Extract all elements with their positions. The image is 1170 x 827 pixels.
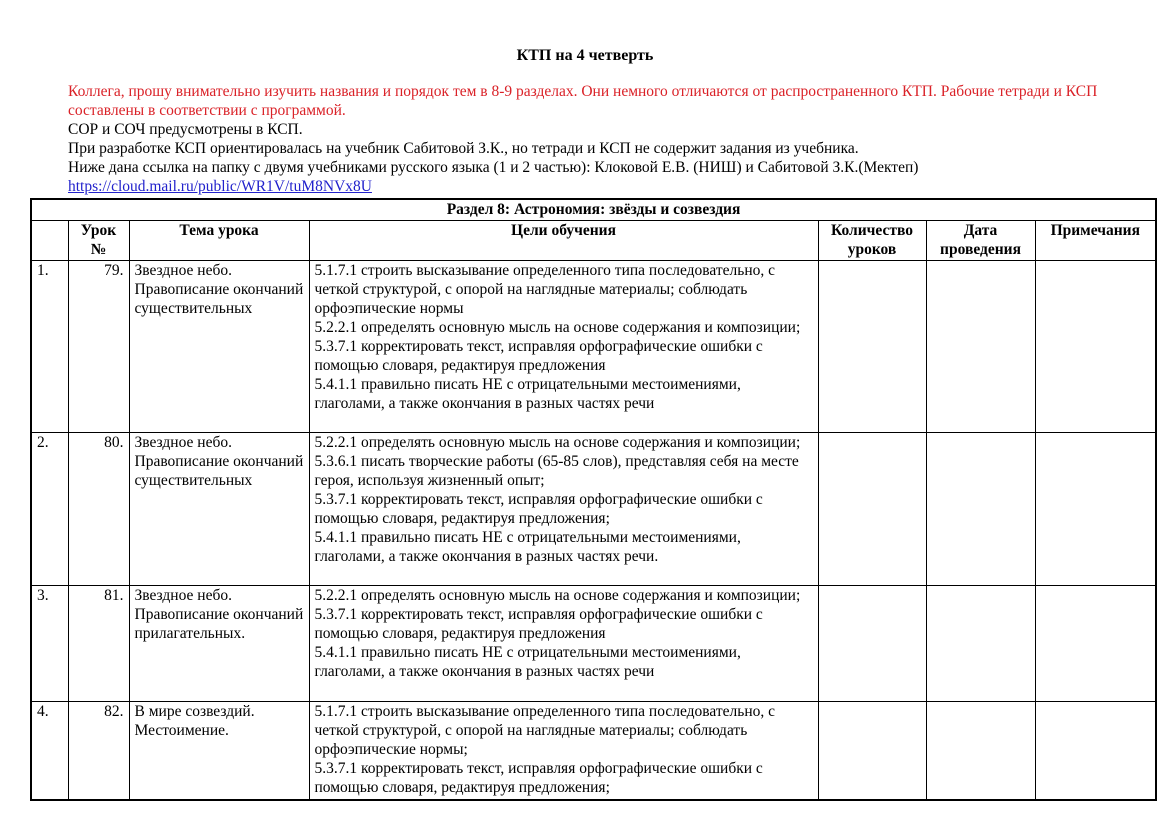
cell-lesson-num: 79. (68, 261, 129, 433)
cell-objectives (309, 261, 818, 433)
note-ksp-textbook: При разработке КСП ориентировалась на учебник Сабитовой З.К., но тетради и КСП не содержит задания из учебника. (68, 140, 859, 157)
section-title: Раздел 8: Астрономия: звёзды и созвездия (31, 199, 1156, 221)
cell-lesson-count (818, 433, 926, 586)
header-notes: Примечания (1035, 221, 1156, 261)
objective-item: 5.3.7.1 корректировать текст, исправляя орфографические ошибки с помощью словаря, редактируя предложения (314, 338, 763, 374)
cell-objectives (309, 702, 818, 800)
table-row (31, 702, 1156, 800)
objective-item: 5.2.2.1 определять основную мысль на основе содержания и композиции; (314, 434, 801, 451)
section-header-row (31, 199, 1156, 221)
objective-item: 5.2.2.1 определять основную мысль на основе содержания и композиции; (314, 587, 801, 604)
objective-item: 5.4.1.1 правильно писать НЕ с отрицательными местоимениями, глаголами, а также окончания в разных частях речи (314, 644, 741, 680)
header-row-num (31, 221, 68, 261)
header-lesson-count: Количество уроков (818, 221, 926, 261)
cell-notes (1035, 261, 1156, 433)
cell-row-num: 1. (31, 261, 68, 433)
header-objectives: Цели обучения (309, 221, 818, 261)
cell-date (926, 702, 1035, 800)
cell-row-num: 4. (31, 702, 68, 800)
cell-topic: Звездное небо. Правописание окончаний существительных (129, 433, 309, 586)
header-lesson-num: Урок № (68, 221, 129, 261)
objective-item: 5.1.7.1 строить высказывание определенного типа последовательно, с четкой структурой, с опорой на наглядные материалы; соблюдать орфоэпические нормы (314, 262, 776, 317)
column-header-row (31, 221, 1156, 261)
objective-item: 5.3.7.1 корректировать текст, исправляя орфографические ошибки с помощью словаря, редактируя предложения; (314, 760, 763, 796)
cell-notes (1035, 586, 1156, 702)
objective-item: 5.4.1.1 правильно писать НЕ с отрицательными местоимениями, глаголами, а также окончания в разных частях речи (314, 376, 741, 412)
header-topic: Тема урока (129, 221, 309, 261)
intro-note-red: Коллега, прошу внимательно изучить названия и порядок тем в 8-9 разделах. Они немного отличаются от распространенного КТП. Рабочие тетради и КСП составлены в соответствии с программой. (68, 83, 1098, 119)
cell-lesson-count (818, 702, 926, 800)
cell-lesson-num: 81. (68, 586, 129, 702)
ktp-table (30, 198, 1157, 801)
table-row (31, 433, 1156, 586)
cell-topic: Звездное небо. Правописание окончаний существительных (129, 261, 309, 433)
objective-item: 5.3.7.1 корректировать текст, исправляя орфографические ошибки с помощью словаря, редактируя предложения; (314, 491, 763, 527)
note-sor-soch: СОР и СОЧ предусмотрены в КСП. (68, 121, 303, 138)
note-link-description: Ниже дана ссылка на папку с двумя учебниками русского языка (1 и 2 частью): Клоковой Е.В. (НИШ) и Сабитовой З.К.(Мектеп) (68, 159, 919, 176)
objective-item: 5.4.1.1 правильно писать НЕ с отрицательными местоимениями, глаголами, а также окончания в разных частях речи. (314, 529, 741, 565)
cloud-mail-link[interactable]: https://cloud.mail.ru/public/WR1V/tuM8NVx8U (68, 178, 372, 195)
objective-item: 5.3.6.1 писать творческие работы (65-85 слов), представляя себя на месте героя, используя жизненный опыт; (314, 453, 799, 489)
cell-row-num: 3. (31, 586, 68, 702)
header-date: Дата проведения (926, 221, 1035, 261)
cell-topic: В мире созвездий. Местоимение. (129, 702, 309, 800)
cell-lesson-count (818, 586, 926, 702)
cell-topic: Звездное небо. Правописание окончаний прилагательных. (129, 586, 309, 702)
cell-date (926, 433, 1035, 586)
objective-item: 5.1.7.1 строить высказывание определенного типа последовательно, с четкой структурой, с опорой на наглядные материалы; соблюдать орфоэпические нормы; (314, 703, 776, 758)
cell-lesson-count (818, 261, 926, 433)
cell-objectives (309, 433, 818, 586)
cell-lesson-num: 80. (68, 433, 129, 586)
cell-date (926, 261, 1035, 433)
intro-notes-block (68, 82, 1133, 196)
page-title: КТП на 4 четверть (516, 47, 654, 64)
objective-item: 5.3.7.1 корректировать текст, исправляя орфографические ошибки с помощью словаря, редактируя предложения (314, 606, 763, 642)
cell-lesson-num: 82. (68, 702, 129, 800)
cell-objectives (309, 586, 818, 702)
cell-notes (1035, 702, 1156, 800)
objective-item: 5.2.2.1 определять основную мысль на основе содержания и композиции; (314, 319, 801, 336)
cell-date (926, 586, 1035, 702)
cell-notes (1035, 433, 1156, 586)
table-row (31, 261, 1156, 433)
table-row (31, 586, 1156, 702)
cell-row-num: 2. (31, 433, 68, 586)
